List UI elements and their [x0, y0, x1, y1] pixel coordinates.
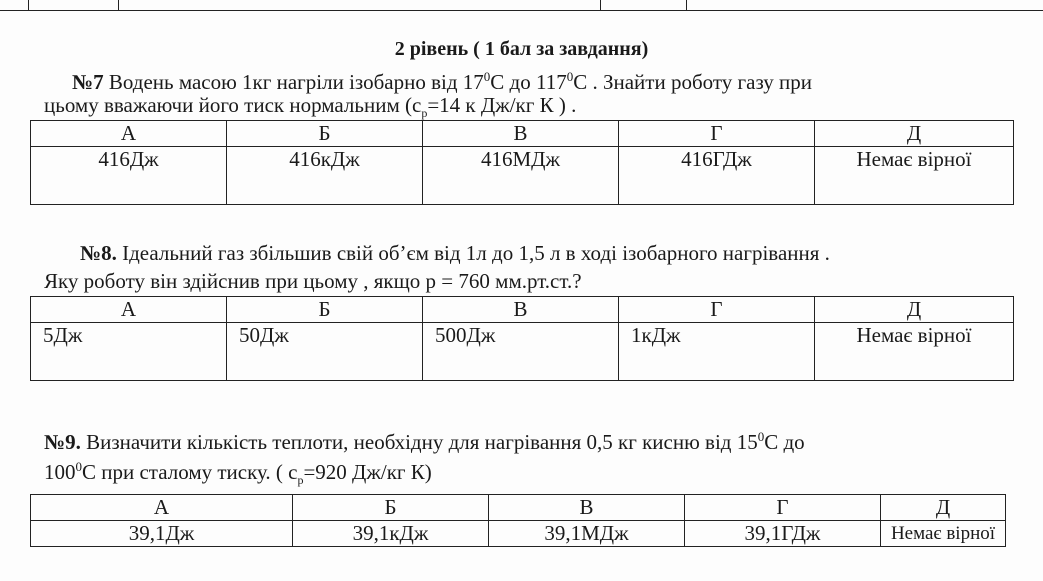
option-header: В [423, 121, 619, 147]
answer-option: 39,1ГДж [685, 521, 881, 547]
option-header: Д [815, 297, 1014, 323]
answer-option: 39,1МДж [489, 521, 685, 547]
answer-option: 1кДж [619, 323, 815, 381]
option-header: В [423, 297, 619, 323]
question-number: №7 [72, 70, 104, 94]
answer-option: 416Дж [31, 147, 227, 205]
question-8-line-2: Яку роботу він здійснив при цьому , якщо р = 760 мм.рт.ст.? [44, 269, 582, 293]
question-7-line-1: №7 Водень масою 1кг нагріли ізобарно від $17^0С$ до $117^0С$ . Знайти роботу газу при [72, 69, 813, 94]
option-header: Б [227, 121, 423, 147]
option-header: Д [815, 121, 1014, 147]
answer-option: Немає вірної [815, 147, 1014, 205]
answer-option: 39,1кДж [293, 521, 489, 547]
answer-option: 50Дж [227, 323, 423, 381]
question-7-line-2: цьому вважаючи його тиск нормальним ($с_р=14$ к Дж/кг К ) . [44, 93, 577, 121]
answer-option: Немає вірної [815, 323, 1014, 381]
question-number: №8. [80, 241, 117, 265]
answer-table-q8 [30, 296, 1014, 381]
question-9-line-1: №9. Визначити кількість теплоти, необхідну для нагрівання 0,5 кг кисню від $15^0С$ до [44, 429, 805, 454]
previous-table-edge [0, 0, 1043, 11]
answer-option: 500Дж [423, 323, 619, 381]
question-number: №9. [44, 430, 81, 454]
answer-table-q7 [30, 120, 1014, 205]
option-header: Б [293, 495, 489, 521]
answer-option: 416МДж [423, 147, 619, 205]
level-title: 2 рівень ( 1 бал за завдання) [394, 38, 649, 60]
question-8-line-1: №8. Ідеальний газ збільшив свій об’єм від 1л до 1,5 л в ході ізобарного нагрівання . [80, 241, 830, 265]
answer-option: 416кДж [227, 147, 423, 205]
answer-option: Немає вірної [881, 521, 1006, 547]
option-header: В [489, 495, 685, 521]
question-9-line-2: $100^0С$ при сталому тиску. ( $с_р=920$ Дж/кг К) [44, 459, 432, 488]
answer-option: 5Дж [31, 323, 227, 381]
answer-option: 416ГДж [619, 147, 815, 205]
option-header: А [31, 495, 293, 521]
option-header: А [31, 121, 227, 147]
option-header: Г [619, 297, 815, 323]
option-header: Д [881, 495, 1006, 521]
answer-option: 39,1Дж [31, 521, 293, 547]
option-header: Б [227, 297, 423, 323]
option-header: Г [685, 495, 881, 521]
option-header: Г [619, 121, 815, 147]
option-header: А [31, 297, 227, 323]
answer-table-q9 [30, 494, 1006, 547]
